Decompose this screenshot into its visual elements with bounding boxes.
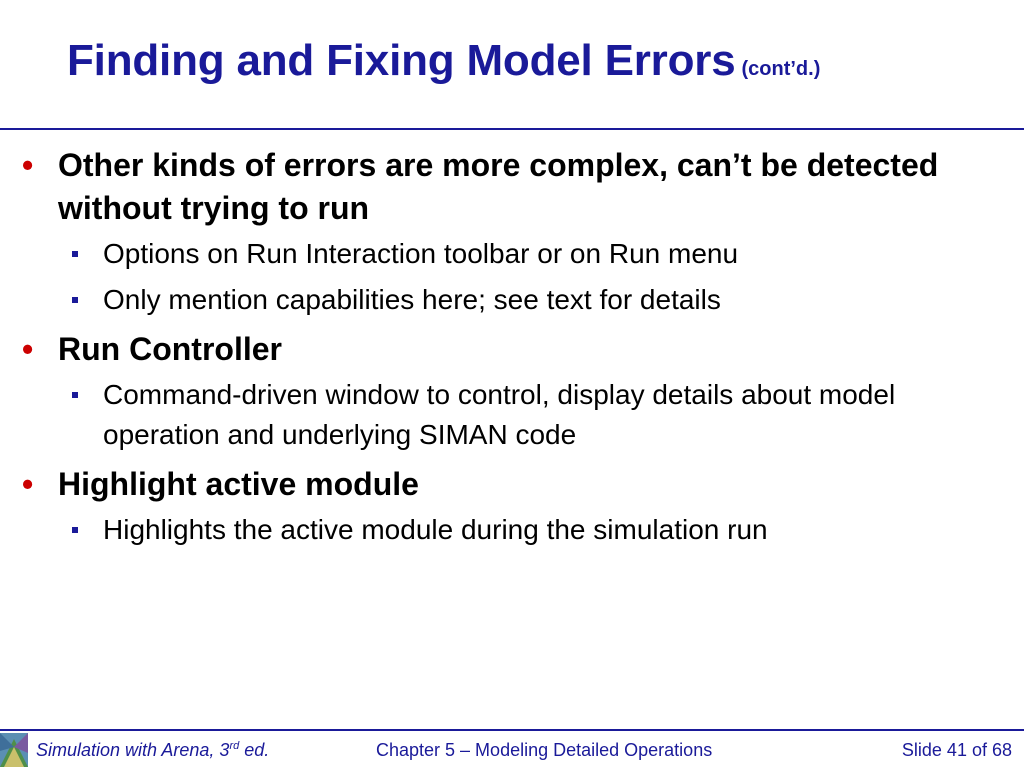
slide-title-suffix: (cont’d.) <box>741 58 821 80</box>
sub-bullet-text: Only mention capabilities here; see text for details <box>103 284 721 315</box>
bullet-dot-icon: • <box>22 331 34 367</box>
bullet-dot-icon: • <box>22 466 34 502</box>
slide-title-main: Finding and Fixing Model Errors <box>67 36 736 85</box>
footer-book-title: Simulation with Arena, 3rd ed. <box>36 740 270 760</box>
bullet-text: Run Controller <box>58 331 282 367</box>
footer-chapter: Chapter 5 – Modeling Detailed Operations <box>376 740 713 760</box>
square-bullet-icon <box>72 251 78 257</box>
bullet-dot-icon: • <box>22 147 34 183</box>
sub-bullet-item <box>0 280 1024 320</box>
sub-bullet-item <box>0 510 1024 550</box>
arena-logo-icon <box>0 733 28 767</box>
square-bullet-icon <box>72 392 78 398</box>
sub-bullet-item <box>0 234 1024 274</box>
slide-footer <box>0 731 1024 768</box>
bullet-text: Highlight active module <box>58 466 419 502</box>
bullet-item <box>0 328 1024 371</box>
bullet-item <box>0 144 1024 230</box>
footer-slide-number: Slide 41 of 68 <box>901 740 1012 760</box>
sub-bullet-item <box>0 375 1024 455</box>
sub-bullet-text: Command-driven window to control, display details about model operation and underlying SIMAN code <box>103 379 896 450</box>
sub-bullet-text: Highlights the active module during the simulation run <box>103 514 768 545</box>
slide-body <box>0 144 1024 556</box>
bullet-text: Other kinds of errors are more complex, can’t be detected without trying to run <box>58 147 939 226</box>
bullet-item <box>0 463 1024 506</box>
sub-bullet-text: Options on Run Interaction toolbar or on Run menu <box>103 238 739 269</box>
slide-title <box>67 36 820 86</box>
square-bullet-icon <box>72 527 78 533</box>
square-bullet-icon <box>72 297 78 303</box>
title-divider <box>0 128 1024 130</box>
